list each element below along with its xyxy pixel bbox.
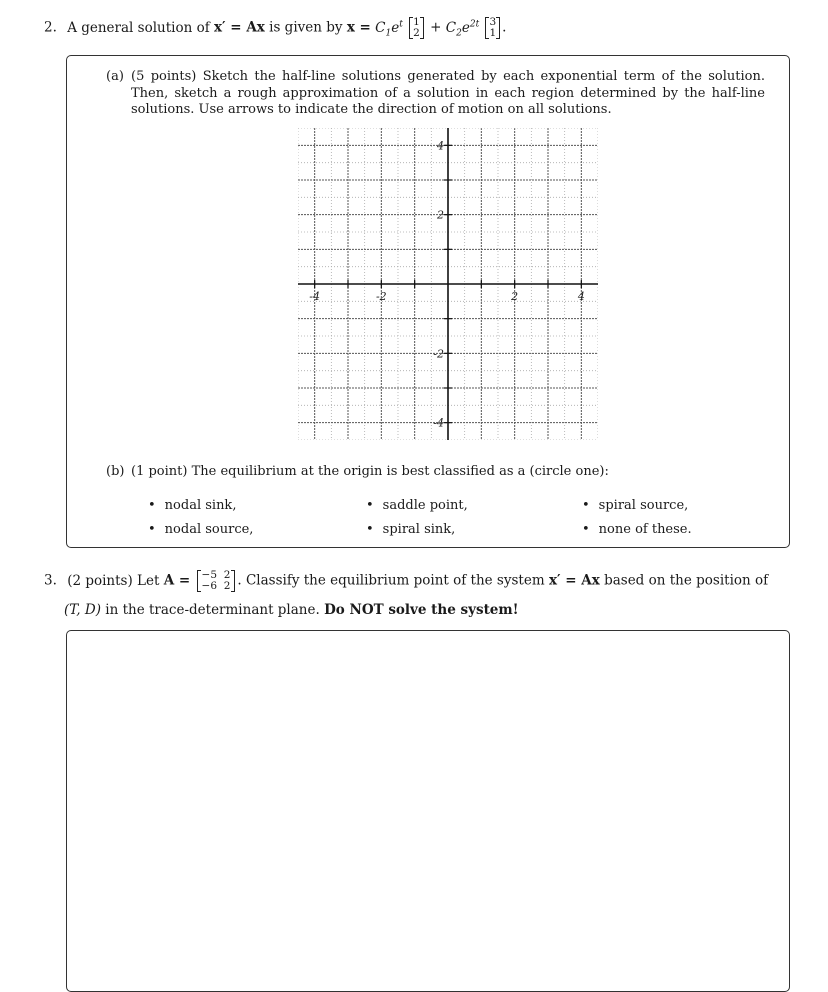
y-tick-label: 2 [437,208,444,222]
y-tick-label: -4 [433,416,444,430]
problem-3-line-2 [64,600,519,620]
problem-number: 2. [44,19,57,36]
is-given-by: is given by [269,19,343,36]
part-a-text: (5 points) Sketch the half-line solutions generated by each exponential term of the solution. Then, sketch a rough approximation of a solution in each region determined by the half-line solutions. Use arrows to indicate the direction of motion on all solutions. [131,69,765,117]
matrix-a: −5 2 −6 2 [197,570,236,592]
problem-3-tail: in the trace-determinant plane. [105,602,320,618]
trace-determinant-pair: (T, D) [64,602,101,618]
x-tick-label: -2 [375,290,387,303]
axes [298,128,598,440]
option-saddle-point[interactable]: • saddle point, [366,498,468,513]
c2: $C_2$ [445,19,462,39]
phase-plane-grid[interactable] [298,128,598,440]
problem-3-position: based on the position of [604,572,769,589]
option-spiral-source[interactable]: • spiral source, [582,498,688,513]
part-b-label: (b) [106,464,125,479]
option-spiral-sink[interactable]: • spiral sink, [366,522,455,537]
problem-3-classify: . Classify the equilibrium point of the system [237,572,545,589]
part-b-text: (1 point) The equilibrium at the origin is best classified as a (circle one): [131,464,609,479]
system-equation: x′ = Ax [548,572,600,589]
exp-1: $e^t$ [391,19,403,36]
problem-3-statement [44,570,794,592]
option-none-of-these[interactable]: • none of these. [582,522,692,537]
option-nodal-sink[interactable]: • nodal sink, [148,498,236,513]
plus-sign: + [430,19,442,36]
y-tick-label: -2 [433,347,444,361]
problem-2-statement [44,14,506,43]
eigenvector-2: 3 1 [485,17,500,39]
x-equals: x = [346,19,371,36]
a-equals: A = [163,572,191,589]
c1: $C_1$ [375,19,392,39]
period: . [502,19,507,36]
answer-box[interactable] [66,630,790,992]
x-tick-label: -4 [309,290,321,303]
option-nodal-source[interactable]: • nodal source, [148,522,253,537]
equation-lhs: x′ = Ax [214,19,265,36]
x-tick-label: 2 [511,290,519,303]
problem-number: 3. [44,572,57,589]
problem-3-pre: (2 points) Let [67,572,160,589]
part-a-label: (a) [106,69,124,84]
do-not-solve-note: Do NOT solve the system! [324,602,519,618]
problem-intro: A general solution of [67,19,210,36]
y-tick-label: 4 [437,139,444,153]
eigenvector-1: 1 2 [409,17,424,39]
x-tick-label: 4 [577,290,585,303]
exp-2: $e^{2t}$ [461,19,480,36]
